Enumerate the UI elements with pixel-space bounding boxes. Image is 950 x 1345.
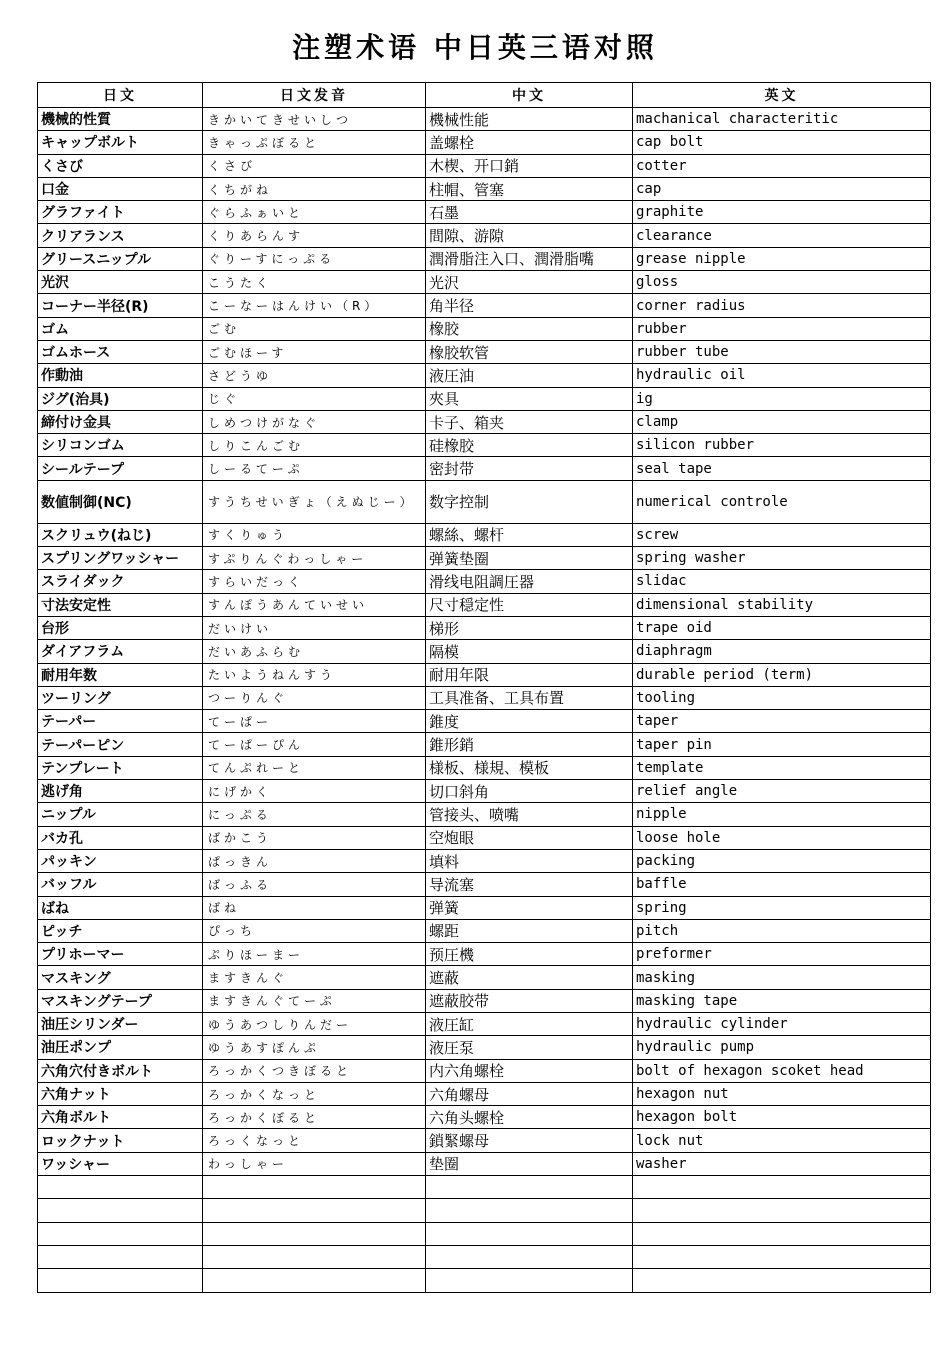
english-term-cell xyxy=(633,1269,931,1292)
english-term-cell: bolt of hexagon scoket head xyxy=(633,1059,931,1082)
japanese-term-cell: シールテープ xyxy=(38,457,203,480)
table-row xyxy=(38,523,931,546)
table-row xyxy=(38,849,931,872)
pronunciation-cell: てんぷれーと xyxy=(203,756,426,779)
header-row xyxy=(38,83,931,108)
pronunciation-cell: だいけい xyxy=(203,616,426,639)
table-row xyxy=(38,1222,931,1245)
pronunciation-cell: にげかく xyxy=(203,780,426,803)
japanese-term-cell: 六角ナット xyxy=(38,1082,203,1105)
table-row xyxy=(38,154,931,177)
japanese-term-cell: 逃げ角 xyxy=(38,780,203,803)
table-row xyxy=(38,570,931,593)
chinese-term-cell xyxy=(426,1176,633,1199)
pronunciation-cell: くさび xyxy=(203,154,426,177)
chinese-term-cell: 切口斜角 xyxy=(426,780,633,803)
table-row xyxy=(38,271,931,294)
chinese-term-cell: 耐用年限 xyxy=(426,663,633,686)
chinese-term-cell: 錐形銷 xyxy=(426,733,633,756)
pronunciation-cell: くちがね xyxy=(203,177,426,200)
pronunciation-cell: てーぱーぴん xyxy=(203,733,426,756)
chinese-term-cell: 卡子、箱夹 xyxy=(426,410,633,433)
table-row xyxy=(38,1199,931,1222)
japanese-term-cell: パッキン xyxy=(38,849,203,872)
table-row xyxy=(38,826,931,849)
header-chinese: 中文 xyxy=(426,83,633,108)
chinese-term-cell: 尺寸穏定性 xyxy=(426,593,633,616)
pronunciation-cell: ぐりーすにっぷる xyxy=(203,247,426,270)
chinese-term-cell: 石墨 xyxy=(426,201,633,224)
english-term-cell: relief angle xyxy=(633,780,931,803)
chinese-term-cell: 垫圈 xyxy=(426,1152,633,1175)
english-term-cell: preformer xyxy=(633,943,931,966)
pronunciation-cell: ぷりほーまー xyxy=(203,943,426,966)
english-term-cell: pitch xyxy=(633,919,931,942)
chinese-term-cell: 液圧泵 xyxy=(426,1036,633,1059)
english-term-cell xyxy=(633,1245,931,1268)
chinese-term-cell: 螺絲、螺杆 xyxy=(426,523,633,546)
english-term-cell: ig xyxy=(633,387,931,410)
english-term-cell: hydraulic pump xyxy=(633,1036,931,1059)
chinese-term-cell xyxy=(426,1199,633,1222)
pronunciation-cell: ぴっち xyxy=(203,919,426,942)
table-row xyxy=(38,340,931,363)
japanese-term-cell: 数値制御(NC) xyxy=(38,480,203,523)
page-title: 注塑术语 中日英三语对照 xyxy=(292,31,658,64)
english-term-cell xyxy=(633,1222,931,1245)
chinese-term-cell: 光沢 xyxy=(426,271,633,294)
pronunciation-cell xyxy=(203,1245,426,1268)
chinese-term-cell: 工具准备、工具布置 xyxy=(426,686,633,709)
pronunciation-cell: わっしゃー xyxy=(203,1152,426,1175)
table-row xyxy=(38,177,931,200)
pronunciation-cell: ゆうあすぽんぷ xyxy=(203,1036,426,1059)
table-row xyxy=(38,434,931,457)
pronunciation-cell: しりこんごむ xyxy=(203,434,426,457)
chinese-term-cell: 鎖緊螺母 xyxy=(426,1129,633,1152)
pronunciation-cell: ろっかくつきぼると xyxy=(203,1059,426,1082)
pronunciation-cell xyxy=(203,1269,426,1292)
japanese-term-cell: 台形 xyxy=(38,616,203,639)
english-term-cell: hydraulic cylinder xyxy=(633,1012,931,1035)
table-row xyxy=(38,317,931,340)
english-term-cell: rubber tube xyxy=(633,340,931,363)
english-term-cell: hydraulic oil xyxy=(633,364,931,387)
table-row xyxy=(38,1082,931,1105)
table-row xyxy=(38,294,931,317)
japanese-term-cell: ジグ(治具) xyxy=(38,387,203,410)
pronunciation-cell: てーぱー xyxy=(203,710,426,733)
table-row xyxy=(38,1106,931,1129)
pronunciation-cell: きかいてきせいしつ xyxy=(203,108,426,131)
chinese-term-cell: 弹簧垫圈 xyxy=(426,547,633,570)
chinese-term-cell: 弹簧 xyxy=(426,896,633,919)
japanese-term-cell: ニップル xyxy=(38,803,203,826)
table-row xyxy=(38,896,931,919)
table-row xyxy=(38,966,931,989)
english-term-cell: screw xyxy=(633,523,931,546)
english-term-cell: masking tape xyxy=(633,989,931,1012)
table-row xyxy=(38,547,931,570)
english-term-cell: packing xyxy=(633,849,931,872)
english-term-cell: cap xyxy=(633,177,931,200)
pronunciation-cell: ばね xyxy=(203,896,426,919)
table-row xyxy=(38,201,931,224)
pronunciation-cell: さどうゆ xyxy=(203,364,426,387)
japanese-term-cell: ロックナット xyxy=(38,1129,203,1152)
english-term-cell: seal tape xyxy=(633,457,931,480)
english-term-cell: spring washer xyxy=(633,547,931,570)
japanese-term-cell xyxy=(38,1176,203,1199)
table-row xyxy=(38,364,931,387)
english-term-cell: graphite xyxy=(633,201,931,224)
table-row xyxy=(38,803,931,826)
pronunciation-cell: こーなーはんけい（R） xyxy=(203,294,426,317)
japanese-term-cell: スプリングワッシャー xyxy=(38,547,203,570)
japanese-term-cell: ピッチ xyxy=(38,919,203,942)
table-row xyxy=(38,1036,931,1059)
english-term-cell: cap bolt xyxy=(633,131,931,154)
japanese-term-cell: プリホーマー xyxy=(38,943,203,966)
pronunciation-cell: すうちせいぎょ（えぬじー） xyxy=(203,480,426,523)
japanese-term-cell xyxy=(38,1199,203,1222)
pronunciation-cell: すくりゅう xyxy=(203,523,426,546)
table-row xyxy=(38,410,931,433)
japanese-term-cell: クリアランス xyxy=(38,224,203,247)
chinese-term-cell: 管接头、喷嘴 xyxy=(426,803,633,826)
japanese-term-cell: テーパー xyxy=(38,710,203,733)
chinese-term-cell: 機械性能 xyxy=(426,108,633,131)
japanese-term-cell: マスキング xyxy=(38,966,203,989)
table-row xyxy=(38,710,931,733)
table-row xyxy=(38,1059,931,1082)
japanese-term-cell: ワッシャー xyxy=(38,1152,203,1175)
table-row xyxy=(38,616,931,639)
japanese-term-cell: 作動油 xyxy=(38,364,203,387)
english-term-cell: cotter xyxy=(633,154,931,177)
pronunciation-cell: ばかこう xyxy=(203,826,426,849)
chinese-term-cell: 錐度 xyxy=(426,710,633,733)
japanese-term-cell: くさび xyxy=(38,154,203,177)
english-term-cell: baffle xyxy=(633,873,931,896)
japanese-term-cell: バカ孔 xyxy=(38,826,203,849)
chinese-term-cell: 盖螺栓 xyxy=(426,131,633,154)
japanese-term-cell: ゴムホース xyxy=(38,340,203,363)
english-term-cell: slidac xyxy=(633,570,931,593)
pronunciation-cell: ますきんぐてーぷ xyxy=(203,989,426,1012)
chinese-term-cell: 橡胶 xyxy=(426,317,633,340)
header-english: 英文 xyxy=(633,83,931,108)
chinese-term-cell: 预圧機 xyxy=(426,943,633,966)
chinese-term-cell: 様板、様規、模板 xyxy=(426,756,633,779)
japanese-term-cell: コーナー半径(R) xyxy=(38,294,203,317)
japanese-term-cell: シリコンゴム xyxy=(38,434,203,457)
japanese-term-cell: グラファイト xyxy=(38,201,203,224)
table-row xyxy=(38,457,931,480)
chinese-term-cell: 六角头螺栓 xyxy=(426,1106,633,1129)
chinese-term-cell: 硅橡胶 xyxy=(426,434,633,457)
english-term-cell: corner radius xyxy=(633,294,931,317)
table-row xyxy=(38,663,931,686)
pronunciation-cell: ごむ xyxy=(203,317,426,340)
english-term-cell: nipple xyxy=(633,803,931,826)
pronunciation-cell: じぐ xyxy=(203,387,426,410)
english-term-cell: lock nut xyxy=(633,1129,931,1152)
table-row xyxy=(38,1129,931,1152)
table-row xyxy=(38,640,931,663)
chinese-term-cell: 遮蔽 xyxy=(426,966,633,989)
table-row xyxy=(38,943,931,966)
pronunciation-cell: ぱっきん xyxy=(203,849,426,872)
table-row xyxy=(38,756,931,779)
table-row xyxy=(38,919,931,942)
english-term-cell: template xyxy=(633,756,931,779)
japanese-term-cell: マスキングテープ xyxy=(38,989,203,1012)
terms-body xyxy=(38,108,931,1293)
pronunciation-cell: たいようねんすう xyxy=(203,663,426,686)
pronunciation-cell: にっぷる xyxy=(203,803,426,826)
table-row xyxy=(38,1245,931,1268)
table-row xyxy=(38,733,931,756)
chinese-term-cell: 导流塞 xyxy=(426,873,633,896)
japanese-term-cell: ゴム xyxy=(38,317,203,340)
japanese-term-cell xyxy=(38,1222,203,1245)
table-row xyxy=(38,1269,931,1292)
japanese-term-cell: ダイアフラム xyxy=(38,640,203,663)
chinese-term-cell: 螺距 xyxy=(426,919,633,942)
pronunciation-cell: すぷりんぐわっしゃー xyxy=(203,547,426,570)
pronunciation-cell: つーりんぐ xyxy=(203,686,426,709)
header-japanese: 日文 xyxy=(38,83,203,108)
english-term-cell: washer xyxy=(633,1152,931,1175)
chinese-term-cell: 柱帽、管塞 xyxy=(426,177,633,200)
english-term-cell: hexagon bolt xyxy=(633,1106,931,1129)
japanese-term-cell: グリースニップル xyxy=(38,247,203,270)
english-term-cell: taper pin xyxy=(633,733,931,756)
pronunciation-cell: ろっくなっと xyxy=(203,1129,426,1152)
english-term-cell: machanical characteritic xyxy=(633,108,931,131)
pronunciation-cell: ばっふる xyxy=(203,873,426,896)
table-row xyxy=(38,247,931,270)
pronunciation-cell: しーるてーぷ xyxy=(203,457,426,480)
english-term-cell: loose hole xyxy=(633,826,931,849)
pronunciation-cell: くりあらんす xyxy=(203,224,426,247)
pronunciation-cell: しめつけがなぐ xyxy=(203,410,426,433)
chinese-term-cell: 遮蔽胶带 xyxy=(426,989,633,1012)
table-row xyxy=(38,108,931,131)
japanese-term-cell: テンプレート xyxy=(38,756,203,779)
english-term-cell: tooling xyxy=(633,686,931,709)
japanese-term-cell xyxy=(38,1269,203,1292)
japanese-term-cell: 締付け金具 xyxy=(38,410,203,433)
english-term-cell: spring xyxy=(633,896,931,919)
english-term-cell: clamp xyxy=(633,410,931,433)
chinese-term-cell xyxy=(426,1269,633,1292)
pronunciation-cell: ゆうあつしりんだー xyxy=(203,1012,426,1035)
japanese-term-cell: 油圧シリンダー xyxy=(38,1012,203,1035)
english-term-cell: hexagon nut xyxy=(633,1082,931,1105)
japanese-term-cell: スクリュウ(ねじ) xyxy=(38,523,203,546)
pronunciation-cell: すらいだっく xyxy=(203,570,426,593)
chinese-term-cell: 橡胶软管 xyxy=(426,340,633,363)
chinese-term-cell: 夾具 xyxy=(426,387,633,410)
english-term-cell: rubber xyxy=(633,317,931,340)
japanese-term-cell: スライダック xyxy=(38,570,203,593)
english-term-cell xyxy=(633,1176,931,1199)
table-row xyxy=(38,873,931,896)
table-row xyxy=(38,593,931,616)
chinese-term-cell: 液圧油 xyxy=(426,364,633,387)
pronunciation-cell xyxy=(203,1199,426,1222)
english-term-cell: durable period (term) xyxy=(633,663,931,686)
table-row xyxy=(38,131,931,154)
japanese-term-cell: 口金 xyxy=(38,177,203,200)
japanese-term-cell: 寸法安定性 xyxy=(38,593,203,616)
english-term-cell: silicon rubber xyxy=(633,434,931,457)
terms-table xyxy=(37,82,931,1293)
chinese-term-cell: 密封带 xyxy=(426,457,633,480)
chinese-term-cell: 木楔、开口銷 xyxy=(426,154,633,177)
japanese-term-cell: テーパーピン xyxy=(38,733,203,756)
chinese-term-cell: 角半径 xyxy=(426,294,633,317)
chinese-term-cell xyxy=(426,1245,633,1268)
table-row xyxy=(38,224,931,247)
pronunciation-cell: ますきんぐ xyxy=(203,966,426,989)
pronunciation-cell: ごむほーす xyxy=(203,340,426,363)
japanese-term-cell: キャップボルト xyxy=(38,131,203,154)
chinese-term-cell: 液圧缸 xyxy=(426,1012,633,1035)
pronunciation-cell: こうたく xyxy=(203,271,426,294)
chinese-term-cell: 六角螺母 xyxy=(426,1082,633,1105)
table-row xyxy=(38,1152,931,1175)
english-term-cell: taper xyxy=(633,710,931,733)
header-pronunciation: 日文发音 xyxy=(203,83,426,108)
table-row xyxy=(38,480,931,523)
chinese-term-cell: 空炮眼 xyxy=(426,826,633,849)
english-term-cell: gloss xyxy=(633,271,931,294)
english-term-cell: diaphragm xyxy=(633,640,931,663)
pronunciation-cell: ぐらふぁいと xyxy=(203,201,426,224)
chinese-term-cell: 滑线电阻調圧器 xyxy=(426,570,633,593)
english-term-cell: masking xyxy=(633,966,931,989)
pronunciation-cell: ろっかくなっと xyxy=(203,1082,426,1105)
english-term-cell: clearance xyxy=(633,224,931,247)
chinese-term-cell xyxy=(426,1222,633,1245)
table-row xyxy=(38,1012,931,1035)
chinese-term-cell: 潤滑脂注入口、潤滑脂嘴 xyxy=(426,247,633,270)
chinese-term-cell: 数字控制 xyxy=(426,480,633,523)
chinese-term-cell: 隔模 xyxy=(426,640,633,663)
english-term-cell: dimensional stability xyxy=(633,593,931,616)
pronunciation-cell xyxy=(203,1222,426,1245)
japanese-term-cell: 耐用年数 xyxy=(38,663,203,686)
pronunciation-cell: ろっかくぼると xyxy=(203,1106,426,1129)
japanese-term-cell: 油圧ポンプ xyxy=(38,1036,203,1059)
japanese-term-cell: 六角ボルト xyxy=(38,1106,203,1129)
japanese-term-cell: 光沢 xyxy=(38,271,203,294)
japanese-term-cell: 機械的性質 xyxy=(38,108,203,131)
japanese-term-cell: バッフル xyxy=(38,873,203,896)
chinese-term-cell: 填料 xyxy=(426,849,633,872)
chinese-term-cell: 内六角螺栓 xyxy=(426,1059,633,1082)
table-row xyxy=(38,780,931,803)
pronunciation-cell xyxy=(203,1176,426,1199)
table-row xyxy=(38,1176,931,1199)
japanese-term-cell xyxy=(38,1245,203,1268)
pronunciation-cell: きゃっぷぼると xyxy=(203,131,426,154)
chinese-term-cell: 間隙、游隙 xyxy=(426,224,633,247)
pronunciation-cell: だいあふらむ xyxy=(203,640,426,663)
japanese-term-cell: 六角穴付きボルト xyxy=(38,1059,203,1082)
english-term-cell: numerical controle xyxy=(633,480,931,523)
japanese-term-cell: ツーリング xyxy=(38,686,203,709)
chinese-term-cell: 梯形 xyxy=(426,616,633,639)
english-term-cell xyxy=(633,1199,931,1222)
table-row xyxy=(38,686,931,709)
english-term-cell: grease nipple xyxy=(633,247,931,270)
pronunciation-cell: すんぽうあんていせい xyxy=(203,593,426,616)
english-term-cell: trape oid xyxy=(633,616,931,639)
table-row xyxy=(38,989,931,1012)
japanese-term-cell: ばね xyxy=(38,896,203,919)
table-row xyxy=(38,387,931,410)
